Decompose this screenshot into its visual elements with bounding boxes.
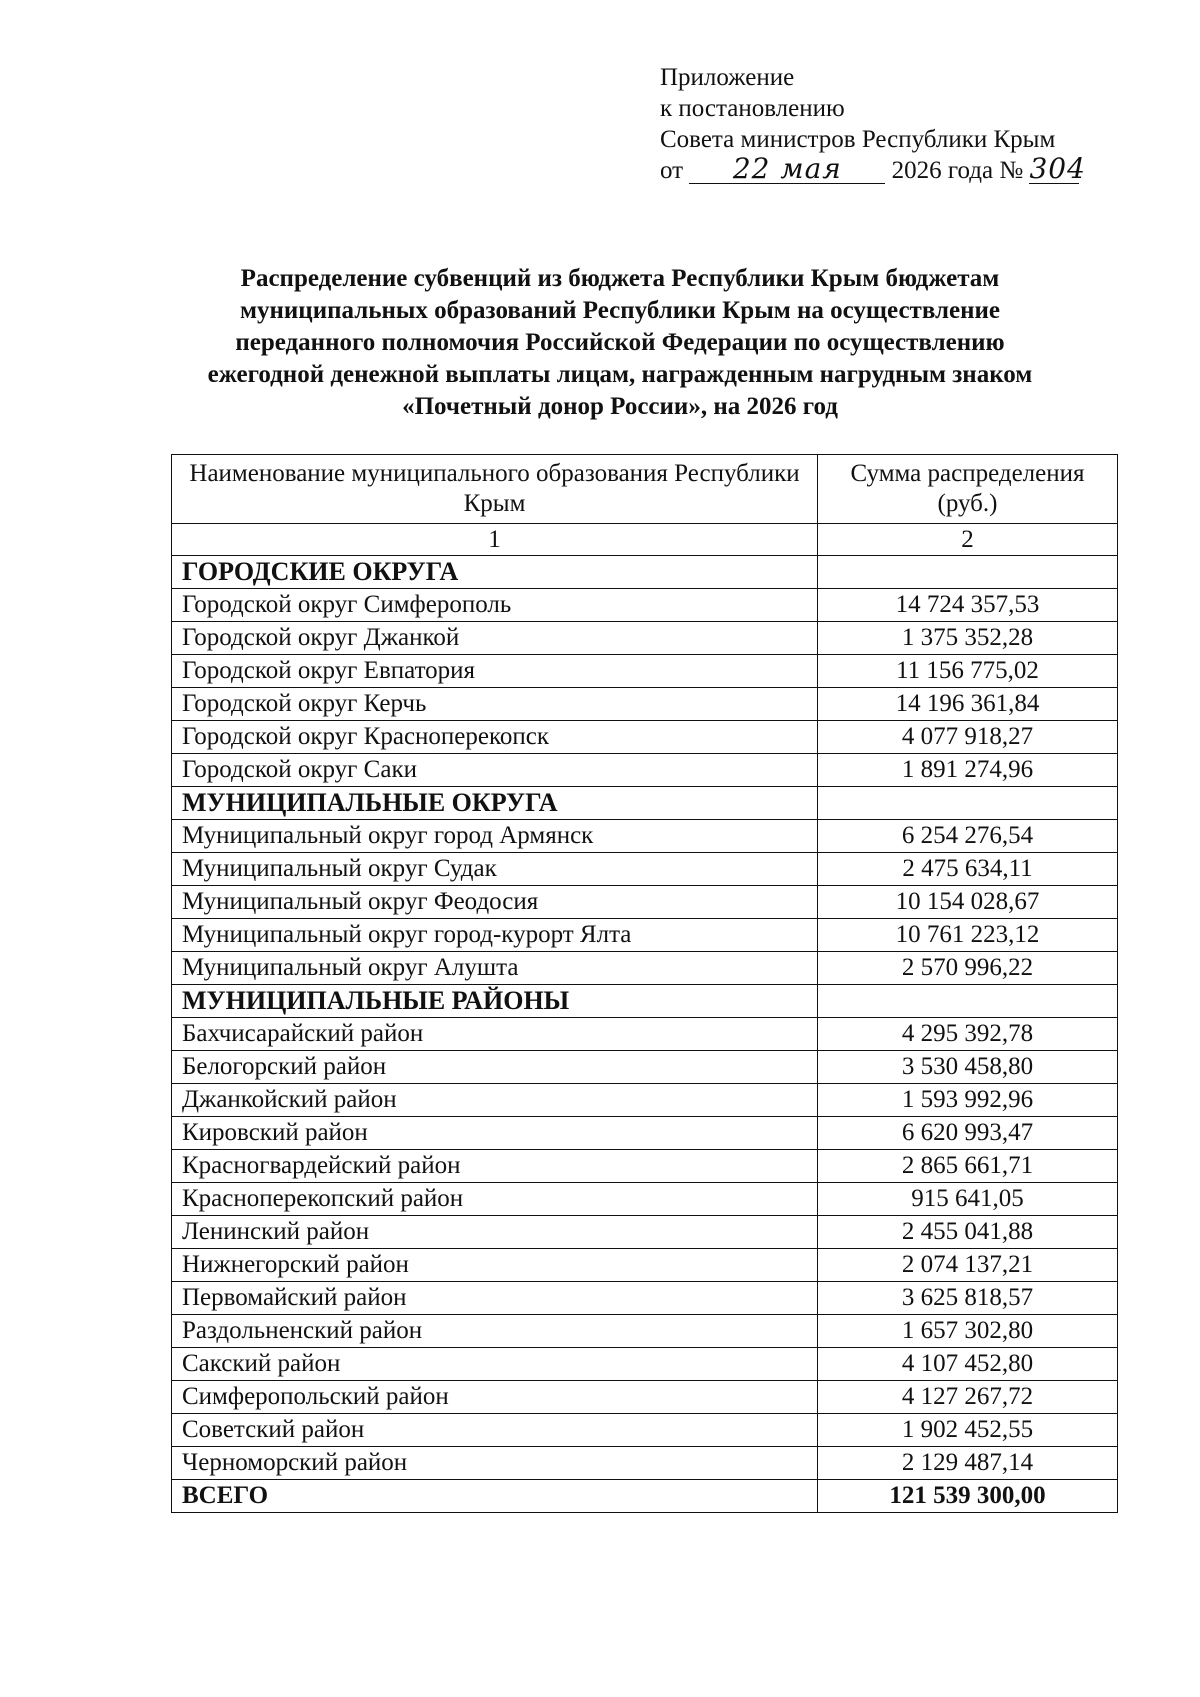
table-section-row bbox=[172, 787, 1118, 820]
table-row bbox=[172, 589, 1118, 622]
handwritten-number-text: 304 bbox=[1029, 152, 1086, 185]
table-header-row bbox=[172, 455, 1118, 524]
municipality-name: Городской округ Евпатория bbox=[172, 655, 818, 688]
document-title bbox=[150, 263, 1090, 423]
amount-cell: 2 475 634,11 bbox=[818, 853, 1118, 886]
table-row bbox=[172, 886, 1118, 919]
municipality-name: Черноморский район bbox=[172, 1447, 818, 1480]
handwritten-number bbox=[1029, 152, 1086, 185]
section-heading: ГОРОДСКИЕ ОКРУГА bbox=[172, 556, 818, 589]
allocation-table bbox=[171, 454, 1118, 1513]
amount-cell: 4 107 452,80 bbox=[818, 1348, 1118, 1381]
municipality-name: Симферопольский район bbox=[172, 1381, 818, 1414]
table-row bbox=[172, 1018, 1118, 1051]
date-middle: 2026 года № bbox=[891, 157, 1024, 184]
column-number-row bbox=[172, 524, 1118, 556]
municipality-name: Муниципальный округ город-курорт Ялта bbox=[172, 919, 818, 952]
date-prefix: от bbox=[660, 157, 684, 184]
municipality-name: Городской округ Саки bbox=[172, 754, 818, 787]
table-section-row bbox=[172, 985, 1118, 1018]
column-number-1: 1 bbox=[172, 524, 818, 556]
municipality-name: Муниципальный округ Феодосия bbox=[172, 886, 818, 919]
appendix-line-2: к постановлению bbox=[660, 95, 845, 122]
table-row bbox=[172, 1282, 1118, 1315]
table-row bbox=[172, 1117, 1118, 1150]
municipality-name: Бахчисарайский район bbox=[172, 1018, 818, 1051]
amount-cell bbox=[818, 787, 1118, 820]
amount-cell: 11 156 775,02 bbox=[818, 655, 1118, 688]
table-row bbox=[172, 1249, 1118, 1282]
municipality-name: Муниципальный округ город Армянск bbox=[172, 820, 818, 853]
section-heading: МУНИЦИПАЛЬНЫЕ РАЙОНЫ bbox=[172, 985, 818, 1018]
table-row bbox=[172, 1051, 1118, 1084]
amount-cell: 1 902 452,55 bbox=[818, 1414, 1118, 1447]
municipality-name: Ленинский район bbox=[172, 1216, 818, 1249]
table-row bbox=[172, 1381, 1118, 1414]
table-row bbox=[172, 721, 1118, 754]
title-line-2: муниципальных образований Республики Крым на осуществление bbox=[239, 297, 1001, 324]
municipality-name: Советский район bbox=[172, 1414, 818, 1447]
appendix-line-3: Совета министров Республики Крым bbox=[660, 126, 1056, 153]
table-row bbox=[172, 655, 1118, 688]
municipality-name: Кировский район bbox=[172, 1117, 818, 1150]
amount-cell: 4 077 918,27 bbox=[818, 721, 1118, 754]
handwritten-date-text: 22 мая bbox=[732, 152, 842, 185]
amount-cell: 2 570 996,22 bbox=[818, 952, 1118, 985]
amount-cell bbox=[818, 556, 1118, 589]
municipality-name: Первомайский район bbox=[172, 1282, 818, 1315]
municipality-name: Городской округ Красноперекопск bbox=[172, 721, 818, 754]
table-row bbox=[172, 688, 1118, 721]
appendix-block bbox=[660, 62, 1086, 186]
allocation-table-body bbox=[172, 455, 1118, 1513]
amount-cell: 1 891 274,96 bbox=[818, 754, 1118, 787]
table-row bbox=[172, 1216, 1118, 1249]
amount-cell: 1 375 352,28 bbox=[818, 622, 1118, 655]
header-col-amount: Сумма распределения (руб.) bbox=[818, 455, 1118, 524]
municipality-name: Муниципальный округ Судак bbox=[172, 853, 818, 886]
title-line-4: ежегодной денежной выплаты лицам, награжденным нагрудным знаком bbox=[207, 361, 1033, 388]
table-total-row bbox=[172, 1480, 1118, 1513]
table-row bbox=[172, 1183, 1118, 1216]
amount-cell: 2 074 137,21 bbox=[818, 1249, 1118, 1282]
municipality-name: Сакский район bbox=[172, 1348, 818, 1381]
municipality-name: Джанкойский район bbox=[172, 1084, 818, 1117]
handwritten-date bbox=[689, 152, 885, 185]
header-col-name: Наименование муниципального образования Республики Крым bbox=[172, 455, 818, 524]
table-section-row bbox=[172, 556, 1118, 589]
title-line-5: «Почетный донор России», на 2026 год bbox=[402, 393, 838, 420]
amount-cell: 1 593 992,96 bbox=[818, 1084, 1118, 1117]
municipality-name: Красноперекопский район bbox=[172, 1183, 818, 1216]
municipality-name: Белогорский район bbox=[172, 1051, 818, 1084]
amount-cell: 915 641,05 bbox=[818, 1183, 1118, 1216]
table-row bbox=[172, 1150, 1118, 1183]
table-row bbox=[172, 1315, 1118, 1348]
table-row bbox=[172, 1414, 1118, 1447]
municipality-name: Городской округ Джанкой bbox=[172, 622, 818, 655]
amount-cell: 14 724 357,53 bbox=[818, 589, 1118, 622]
amount-cell: 3 625 818,57 bbox=[818, 1282, 1118, 1315]
appendix-date-line bbox=[660, 152, 1086, 186]
column-number-2: 2 bbox=[818, 524, 1118, 556]
table-row bbox=[172, 1447, 1118, 1480]
total-label: ВСЕГО bbox=[172, 1480, 818, 1513]
section-heading: МУНИЦИПАЛЬНЫЕ ОКРУГА bbox=[172, 787, 818, 820]
table-row bbox=[172, 820, 1118, 853]
title-line-1: Распределение субвенций из бюджета Республики Крым бюджетам bbox=[240, 265, 1000, 292]
table-row bbox=[172, 919, 1118, 952]
amount-cell: 10 154 028,67 bbox=[818, 886, 1118, 919]
municipality-name: Муниципальный округ Алушта bbox=[172, 952, 818, 985]
amount-cell: 6 254 276,54 bbox=[818, 820, 1118, 853]
table-row bbox=[172, 622, 1118, 655]
municipality-name: Красногвардейский район bbox=[172, 1150, 818, 1183]
municipality-name: Раздольненский район bbox=[172, 1315, 818, 1348]
amount-cell: 14 196 361,84 bbox=[818, 688, 1118, 721]
amount-cell: 4 127 267,72 bbox=[818, 1381, 1118, 1414]
municipality-name: Городской округ Симферополь bbox=[172, 589, 818, 622]
amount-cell: 2 129 487,14 bbox=[818, 1447, 1118, 1480]
amount-cell: 2 455 041,88 bbox=[818, 1216, 1118, 1249]
table-row bbox=[172, 1348, 1118, 1381]
amount-cell: 6 620 993,47 bbox=[818, 1117, 1118, 1150]
table-row bbox=[172, 952, 1118, 985]
amount-cell: 2 865 661,71 bbox=[818, 1150, 1118, 1183]
municipality-name: Городской округ Керчь bbox=[172, 688, 818, 721]
amount-cell bbox=[818, 985, 1118, 1018]
amount-cell: 1 657 302,80 bbox=[818, 1315, 1118, 1348]
amount-cell: 4 295 392,78 bbox=[818, 1018, 1118, 1051]
appendix-line-1: Приложение bbox=[660, 64, 795, 91]
table-row bbox=[172, 754, 1118, 787]
table-row bbox=[172, 1084, 1118, 1117]
municipality-name: Нижнегорский район bbox=[172, 1249, 818, 1282]
total-amount: 121 539 300,00 bbox=[818, 1480, 1118, 1513]
title-line-3: переданного полномочия Российской Федерации по осуществлению bbox=[235, 329, 1005, 356]
table-row bbox=[172, 853, 1118, 886]
amount-cell: 3 530 458,80 bbox=[818, 1051, 1118, 1084]
amount-cell: 10 761 223,12 bbox=[818, 919, 1118, 952]
